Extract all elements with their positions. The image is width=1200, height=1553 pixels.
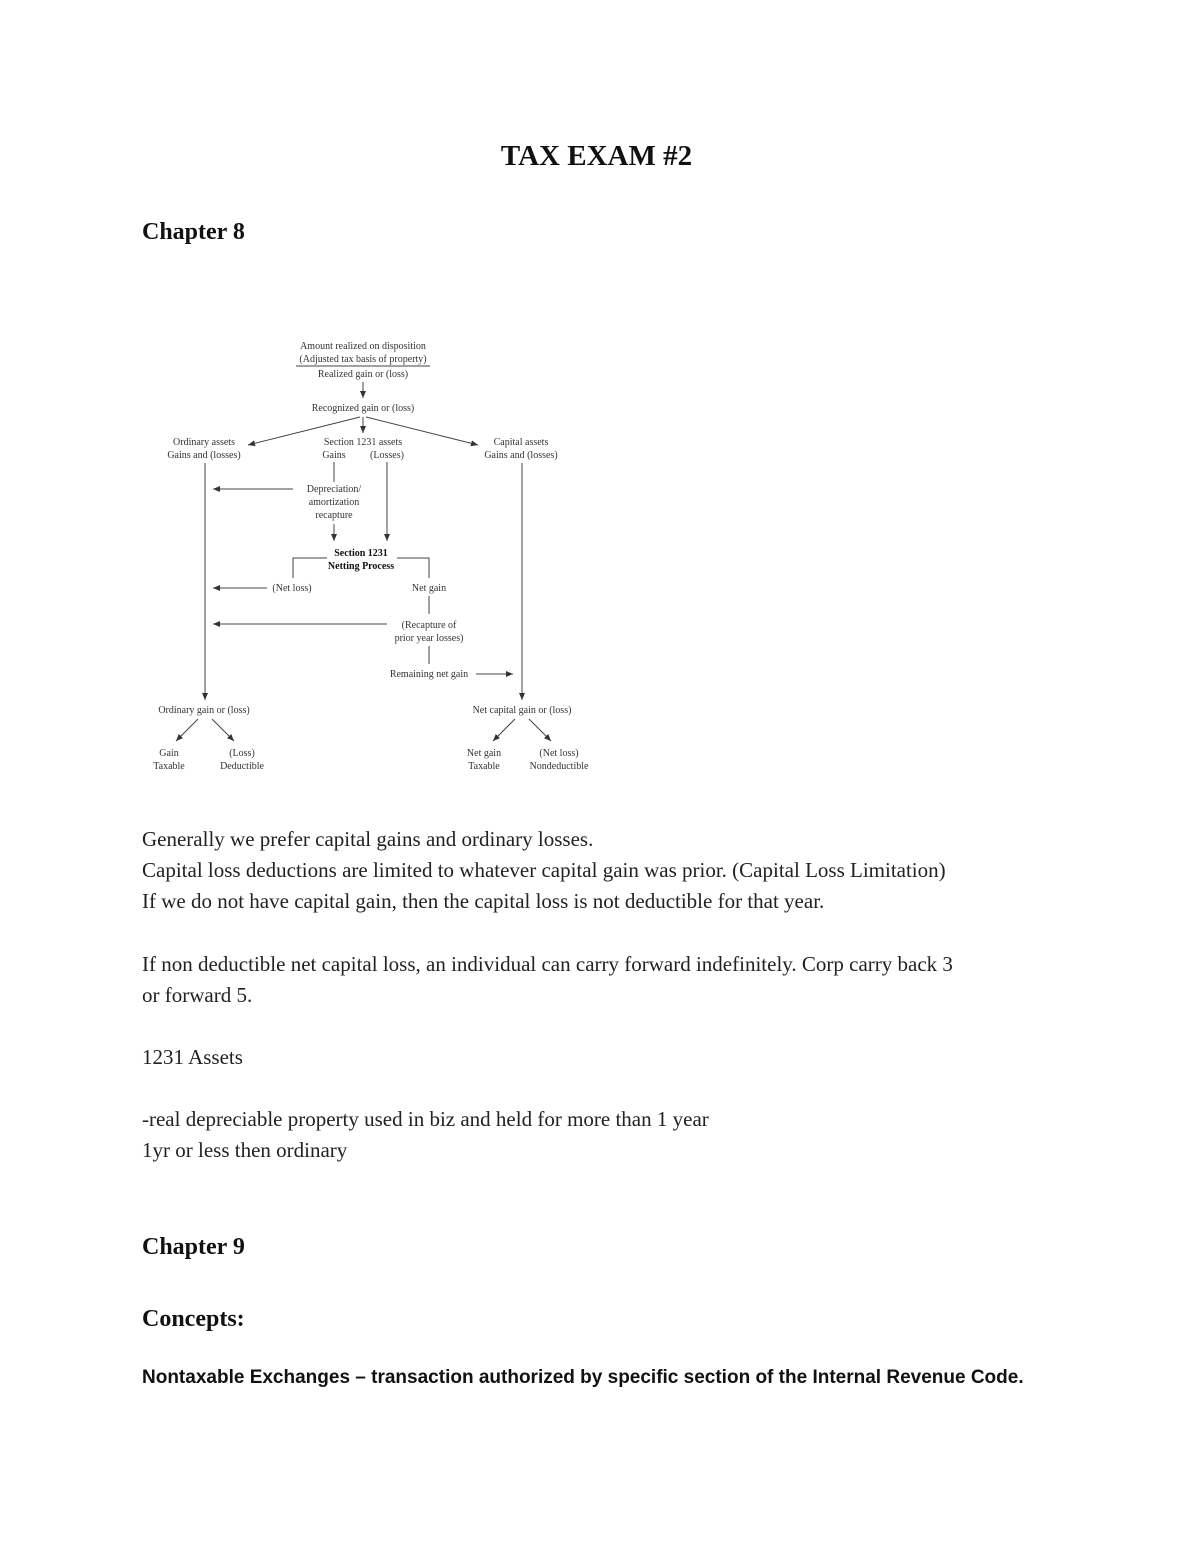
adjusted-basis-text: (Adjusted tax basis of property) <box>299 354 427 365</box>
deductible-text: Deductible <box>220 761 264 772</box>
arrow-ordinary-to-gain <box>176 719 198 741</box>
arrow-capital-to-net-loss <box>529 719 551 741</box>
netting-left-bracket <box>293 558 327 578</box>
net-gain-text: Net gain <box>411 583 447 594</box>
netting-process-text-2: Netting Process <box>327 561 395 572</box>
arrow-capital-to-net-gain <box>493 719 515 741</box>
section-1231-losses-text: (Losses) <box>370 450 404 461</box>
paragraph-capital-loss-limitation: Capital loss deductions are limited to whatever capital gain was prior. (Capital Loss Limitation) <box>142 858 946 882</box>
depreciation-text-2: amortization <box>308 497 360 508</box>
capital-gains-losses-text: Gains and (losses) <box>484 450 558 461</box>
paragraph-carry-forward-line-2: or forward 5. <box>142 983 253 1007</box>
paragraph-real-depreciable-property: -real depreciable property used in biz and held for more than 1 year <box>142 1107 709 1131</box>
paragraph-1231-assets: 1231 Assets <box>142 1045 243 1069</box>
paragraph-one-year-or-less: 1yr or less then ordinary <box>142 1138 348 1162</box>
recognized-gain-text: Recognized gain or (loss) <box>311 403 415 414</box>
amount-realized-text: Amount realized on disposition <box>300 341 426 352</box>
section-1231-gains-text: Gains <box>322 450 346 461</box>
realized-gain-text: Realized gain or (loss) <box>317 369 409 380</box>
taxable-text-2: Taxable <box>468 761 500 772</box>
taxable-text-1: Taxable <box>153 761 185 772</box>
capital-assets-text: Capital assets <box>493 437 549 448</box>
section-1231-assets-text: Section 1231 assets <box>323 437 403 448</box>
ordinary-assets-text: Ordinary assets <box>173 437 235 448</box>
paragraph-no-capital-gain: If we do not have capital gain, then the capital loss is not deductible for that year. <box>142 889 825 913</box>
paragraph-prefer-capital-gains: Generally we prefer capital gains and ordinary losses. <box>142 827 594 851</box>
netting-right-bracket <box>397 558 429 578</box>
net-gain-result-text: Net gain <box>466 748 502 759</box>
chapter-8-heading: Chapter 8 <box>142 219 245 245</box>
loss-text: (Loss) <box>229 748 255 759</box>
concepts-heading: Concepts: <box>142 1306 245 1332</box>
depreciation-text-3: recapture <box>315 510 353 521</box>
arrow-ordinary-to-loss <box>212 719 234 741</box>
page-title: TAX EXAM #2 <box>500 140 693 172</box>
nondeductible-text: Nondeductible <box>529 761 589 772</box>
recapture-text-1: (Recapture of <box>401 620 457 631</box>
paragraph-carry-forward-line-1: If non deductible net capital loss, an individual can carry forward indefinitely. Corp carry back 3 <box>142 952 953 976</box>
chapter-9-heading: Chapter 9 <box>142 1234 245 1260</box>
depreciation-text-1: Depreciation/ <box>306 484 362 495</box>
remaining-net-gain-text: Remaining net gain <box>389 669 469 680</box>
net-loss-text: (Net loss) <box>272 583 312 594</box>
recapture-text-2: prior year losses) <box>394 633 464 644</box>
ordinary-gain-loss-text: Ordinary gain or (loss) <box>158 705 250 716</box>
netting-process-text-1: Section 1231 <box>334 548 388 559</box>
net-loss-result-text: (Net loss) <box>539 748 579 759</box>
nontaxable-exchanges-definition: Nontaxable Exchanges – transaction authorized by specific section of the Internal Revenue Code. <box>142 1367 1024 1388</box>
gain-text: Gain <box>159 748 179 759</box>
net-capital-gain-loss-text: Net capital gain or (loss) <box>472 705 572 716</box>
ordinary-gains-losses-text: Gains and (losses) <box>167 450 241 461</box>
